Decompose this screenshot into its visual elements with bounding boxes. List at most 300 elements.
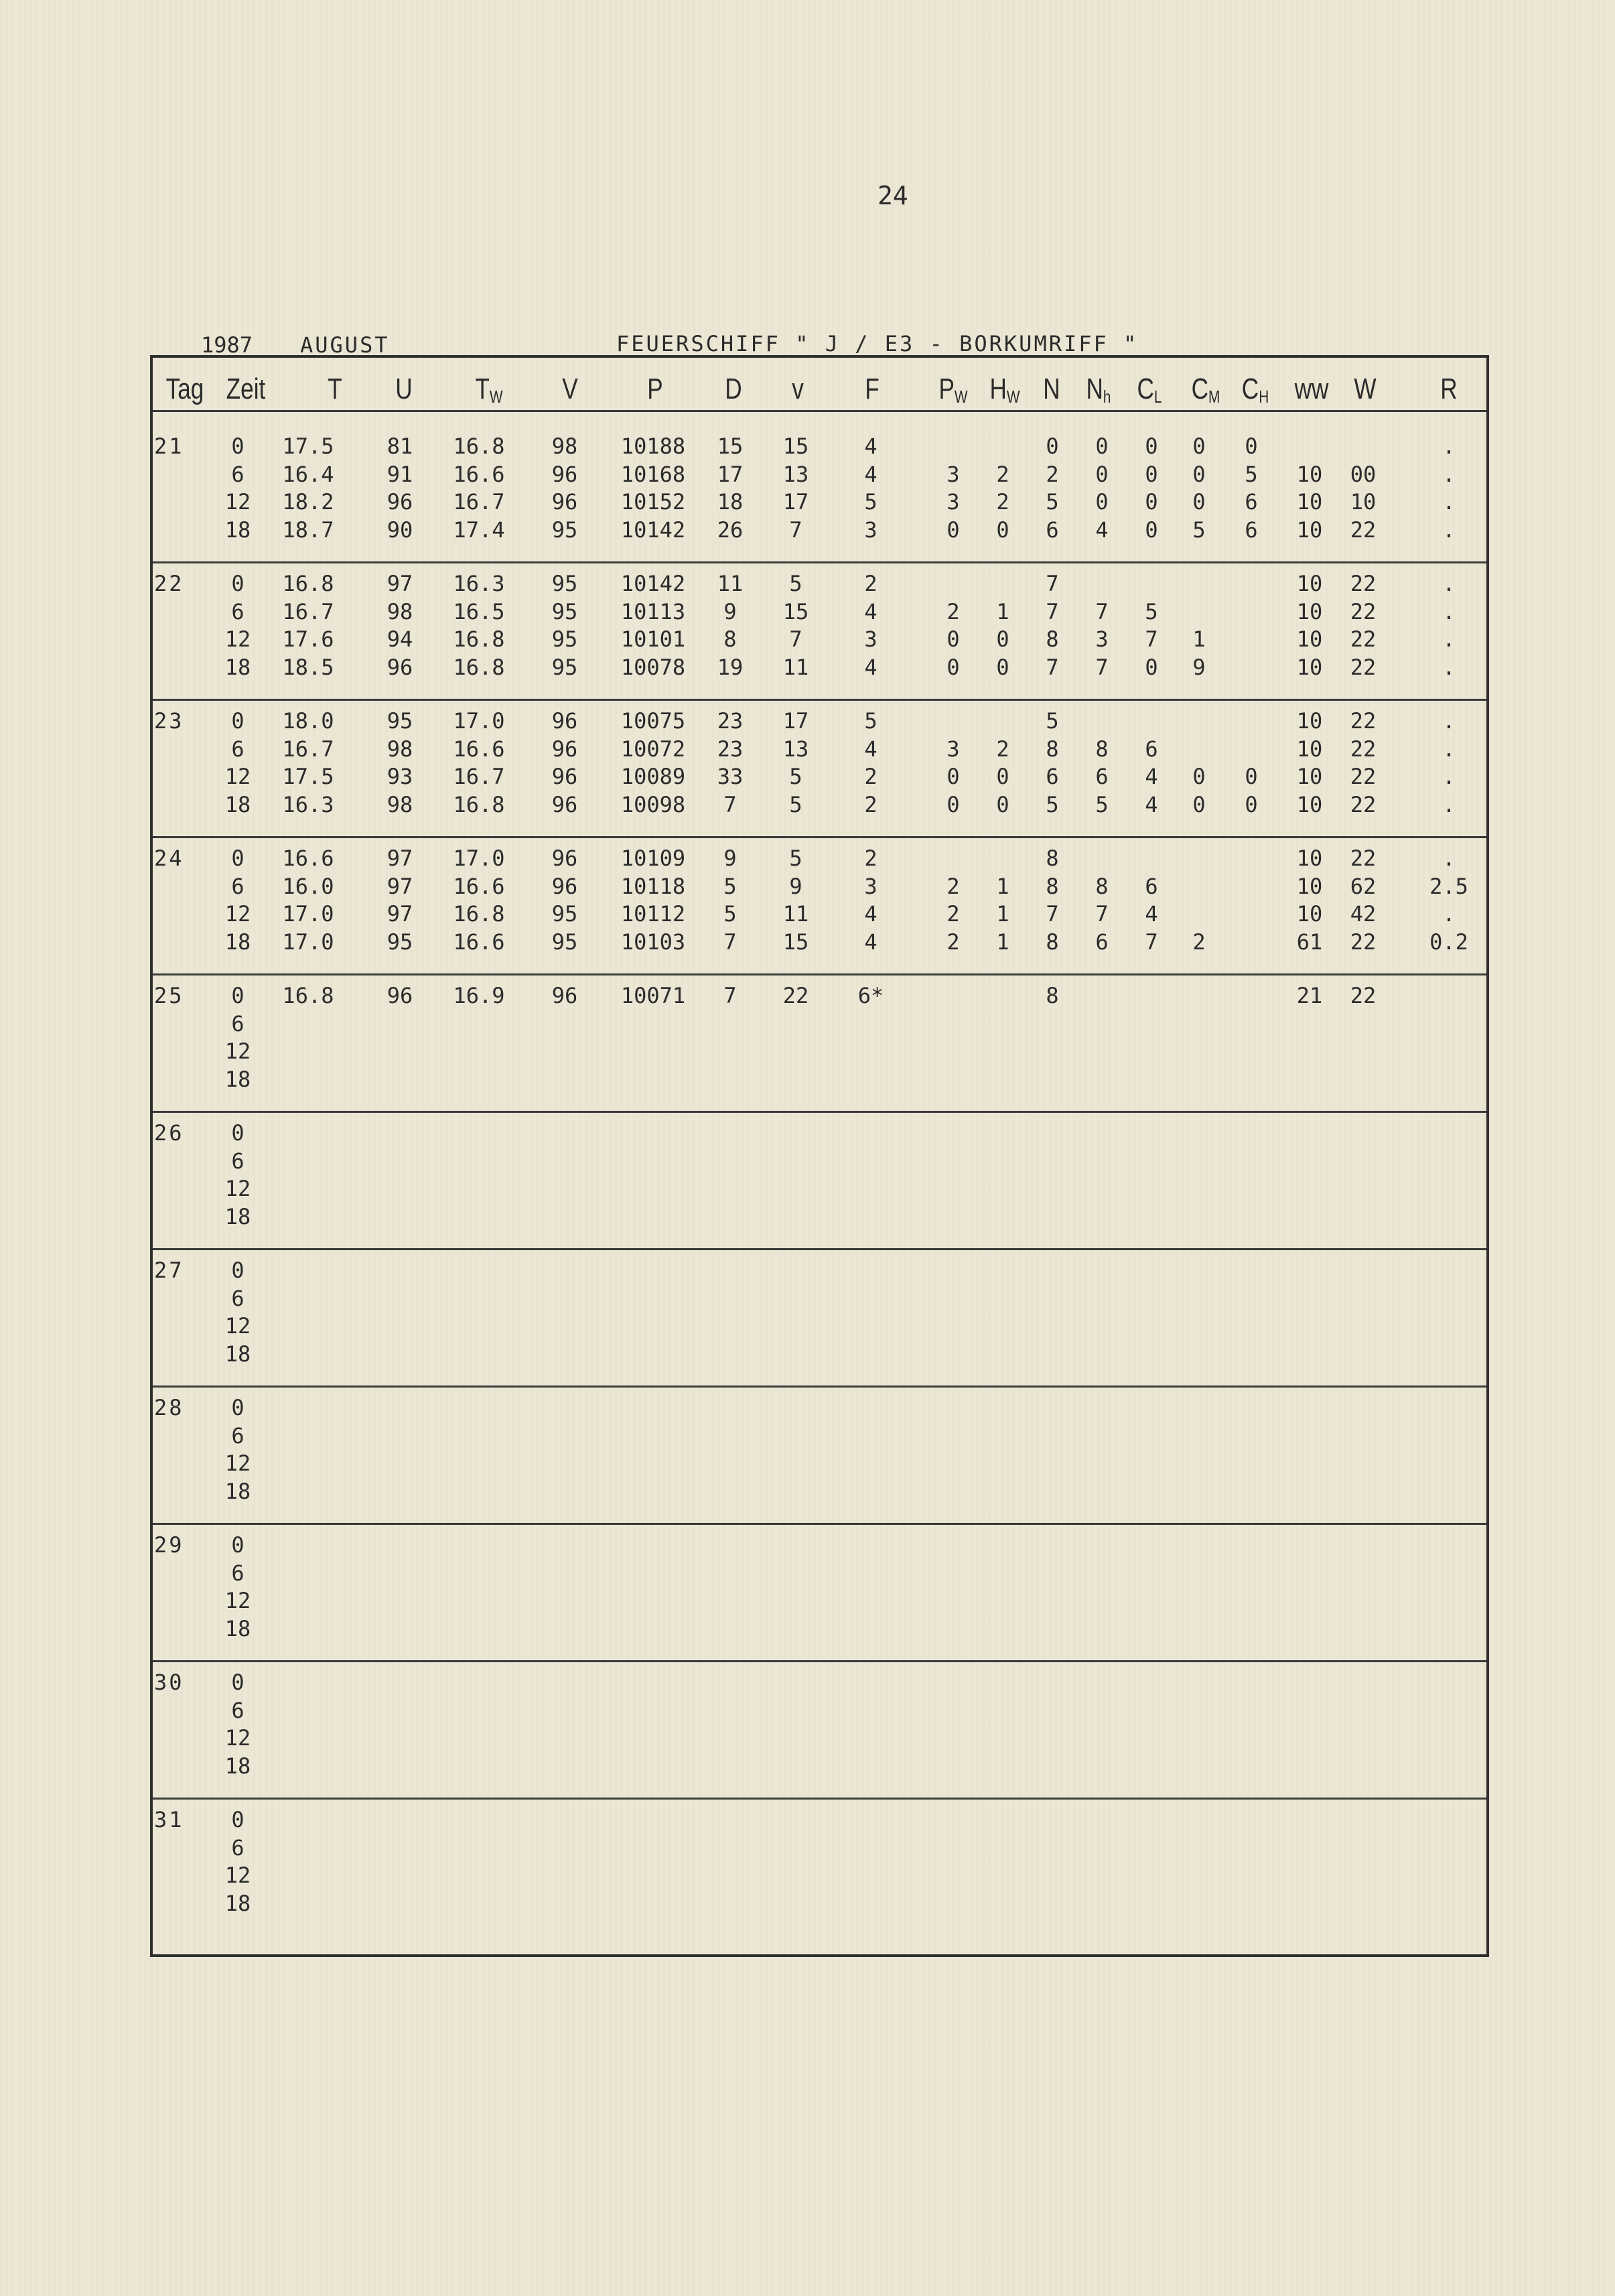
cell-f: 3: [864, 873, 877, 899]
cell-ww: 10: [1296, 764, 1323, 789]
cell-zeit: 18: [224, 1203, 251, 1229]
cell-v: 96: [551, 708, 578, 734]
day-separator: [153, 1386, 1486, 1388]
column-header-zeit: [226, 373, 266, 406]
cell-cm: 0: [1192, 489, 1206, 515]
cell-d: 33: [717, 764, 744, 789]
column-header-label: W: [1354, 373, 1377, 405]
column-header-w: [1354, 373, 1376, 406]
cell-r: .: [1442, 571, 1456, 596]
day-label: 30: [154, 1670, 184, 1695]
day-separator: [153, 1111, 1486, 1113]
cell-n: 8: [1046, 983, 1059, 1008]
cell-nh: 7: [1095, 901, 1109, 927]
cell-pw: 0: [946, 626, 960, 652]
cell-zeit: 18: [224, 1066, 251, 1092]
cell-v: 17: [782, 489, 809, 515]
column-header-label: V: [562, 373, 578, 405]
cell-ww: 61: [1296, 929, 1323, 955]
cell-u: 91: [387, 461, 413, 487]
cell-pw: 0: [946, 517, 960, 543]
cell-d: 17: [717, 461, 744, 487]
cell-p: 10103: [620, 929, 686, 955]
cell-zeit: 12: [224, 489, 251, 515]
cell-u: 97: [387, 873, 413, 899]
cell-zeit: 0: [231, 571, 244, 596]
cell-p: 10072: [620, 736, 686, 762]
column-header-u: [395, 373, 412, 406]
cell-f: 4: [864, 929, 877, 955]
column-header-pw: [938, 373, 967, 407]
cell-tw: 16.8: [453, 901, 505, 927]
cell-zeit: 0: [231, 1532, 244, 1558]
cell-n: 8: [1046, 626, 1059, 652]
cell-t: 17.5: [282, 764, 334, 789]
cell-w: 22: [1350, 654, 1377, 680]
cell-ww: 10: [1296, 626, 1323, 652]
cell-zeit: 0: [231, 708, 244, 734]
cell-f: 4: [864, 598, 877, 624]
column-header-subscript: W: [1006, 387, 1020, 407]
cell-zeit: 0: [231, 983, 244, 1008]
cell-tw: 16.6: [453, 461, 505, 487]
cell-d: 7: [723, 791, 737, 817]
cell-w: 22: [1350, 708, 1377, 734]
cell-n: 2: [1046, 461, 1059, 487]
cell-pw: 0: [946, 654, 960, 680]
cell-zeit: 18: [224, 929, 251, 955]
cell-n: 8: [1046, 929, 1059, 955]
cell-hw: 0: [996, 791, 1009, 817]
cell-p: 10142: [620, 517, 686, 543]
cell-w: 10: [1350, 489, 1377, 515]
cell-w: 62: [1350, 873, 1377, 899]
cell-t: 17.0: [282, 901, 334, 927]
cell-v: 95: [551, 929, 578, 955]
column-header-label: T: [328, 373, 342, 405]
cell-n: 8: [1046, 736, 1059, 762]
cell-nh: 6: [1095, 764, 1109, 789]
column-header-r: [1440, 373, 1457, 406]
cell-hw: 1: [996, 901, 1009, 927]
cell-f: 2: [864, 764, 877, 789]
cell-f: 4: [864, 736, 877, 762]
cell-tw: 16.3: [453, 571, 505, 596]
cell-r: 2.5: [1429, 873, 1468, 899]
column-header-label: F: [865, 373, 880, 405]
cell-cl: 6: [1145, 873, 1158, 899]
cell-d: 5: [723, 901, 737, 927]
cell-hw: 1: [996, 598, 1009, 624]
cell-zeit: 6: [231, 1697, 244, 1723]
cell-ww: 10: [1296, 901, 1323, 927]
cell-zeit: 6: [231, 1422, 244, 1448]
cell-ww: 10: [1296, 571, 1323, 596]
cell-zeit: 12: [224, 1313, 251, 1339]
cell-t: 17.5: [282, 433, 334, 459]
day-label: 23: [154, 708, 184, 734]
cell-n: 7: [1046, 654, 1059, 680]
cell-ww: 10: [1296, 846, 1323, 871]
cell-cm: 0: [1192, 791, 1206, 817]
cell-p: 10168: [620, 461, 686, 487]
day-separator: [153, 561, 1486, 563]
cell-w: 22: [1350, 846, 1377, 871]
cell-v: 22: [782, 983, 809, 1008]
cell-d: 11: [717, 571, 744, 596]
cell-f: 5: [864, 489, 877, 515]
column-header-label: U: [395, 373, 413, 405]
cell-w: 22: [1350, 791, 1377, 817]
cell-f: 3: [864, 626, 877, 652]
cell-d: 18: [717, 489, 744, 515]
cell-r: .: [1442, 736, 1456, 762]
cell-r: .: [1442, 517, 1456, 543]
cell-ww: 10: [1296, 517, 1323, 543]
cell-v: 15: [782, 598, 809, 624]
cell-v: 7: [789, 517, 802, 543]
cell-n: 7: [1046, 571, 1059, 596]
cell-tw: 16.7: [453, 489, 505, 515]
cell-f: 4: [864, 901, 877, 927]
cell-d: 7: [723, 983, 737, 1008]
column-header-label: Zeit: [226, 373, 266, 405]
column-header-f: [865, 373, 880, 406]
cell-zeit: 18: [224, 1615, 251, 1641]
cell-cl: 4: [1145, 764, 1158, 789]
cell-t: 16.3: [282, 791, 334, 817]
column-header-v: [562, 373, 577, 406]
cell-r: .: [1442, 489, 1456, 515]
cell-r: .: [1442, 708, 1456, 734]
cell-p: 10101: [620, 626, 686, 652]
column-header-nh: [1086, 373, 1111, 407]
header-month: AUGUST: [300, 332, 390, 358]
cell-pw: 2: [946, 598, 960, 624]
column-header-d: [725, 373, 742, 406]
cell-zeit: 6: [231, 598, 244, 624]
cell-nh: 8: [1095, 873, 1109, 899]
day-label: 28: [154, 1395, 184, 1420]
cell-t: 16.7: [282, 736, 334, 762]
cell-d: 26: [717, 517, 744, 543]
cell-f: 2: [864, 571, 877, 596]
cell-v: 95: [551, 571, 578, 596]
cell-hw: 2: [996, 489, 1009, 515]
cell-t: 18.5: [282, 654, 334, 680]
column-header-label: ww: [1294, 373, 1329, 405]
cell-nh: 0: [1095, 433, 1109, 459]
cell-pw: 2: [946, 929, 960, 955]
column-header-subscript: h: [1103, 387, 1111, 407]
cell-v: 11: [782, 654, 809, 680]
cell-n: 5: [1046, 708, 1059, 734]
cell-v: 9: [789, 873, 802, 899]
cell-ww: 21: [1296, 983, 1323, 1008]
cell-n: 8: [1046, 873, 1059, 899]
cell-p: 10098: [620, 791, 686, 817]
cell-cl: 0: [1145, 489, 1158, 515]
cell-v: 5: [789, 846, 802, 871]
cell-zeit: 12: [224, 1176, 251, 1201]
cell-t: 18.0: [282, 708, 334, 734]
cell-v: 95: [551, 626, 578, 652]
column-header-label: P: [938, 373, 955, 405]
cell-ch: 0: [1245, 433, 1258, 459]
cell-v: 96: [551, 489, 578, 515]
cell-zeit: 0: [231, 1807, 244, 1832]
cell-f: 4: [864, 433, 877, 459]
cell-hw: 1: [996, 929, 1009, 955]
cell-v: 95: [551, 901, 578, 927]
cell-t: 16.0: [282, 873, 334, 899]
column-header-n: [1043, 373, 1060, 406]
column-header-subscript: W: [954, 387, 968, 407]
cell-cl: 6: [1145, 736, 1158, 762]
cell-w: 00: [1350, 461, 1377, 487]
cell-pw: 0: [946, 791, 960, 817]
cell-w: 22: [1350, 983, 1377, 1008]
cell-p: 10075: [620, 708, 686, 734]
column-header-label: T: [475, 373, 490, 405]
cell-w: 22: [1350, 571, 1377, 596]
cell-zeit: 12: [224, 1588, 251, 1613]
cell-v: 95: [551, 654, 578, 680]
column-header-subscript: M: [1208, 387, 1220, 407]
cell-p: 10113: [620, 598, 686, 624]
cell-v: 98: [551, 433, 578, 459]
cell-v: 17: [782, 708, 809, 734]
column-header-hw: [989, 373, 1020, 407]
cell-zeit: 18: [224, 654, 251, 680]
cell-tw: 17.4: [453, 517, 505, 543]
day-separator: [153, 973, 1486, 975]
day-separator: [153, 1660, 1486, 1662]
cell-n: 5: [1046, 489, 1059, 515]
observation-table: [150, 355, 1489, 1957]
cell-zeit: 12: [224, 901, 251, 927]
cell-v: 96: [551, 983, 578, 1008]
cell-u: 96: [387, 489, 413, 515]
column-header-label: R: [1440, 373, 1458, 405]
cell-v: 96: [551, 846, 578, 871]
cell-t: 16.6: [282, 846, 334, 871]
cell-r: .: [1442, 461, 1456, 487]
column-header-label: H: [989, 373, 1007, 405]
cell-zeit: 12: [224, 764, 251, 789]
column-header-tw: [475, 373, 502, 407]
cell-v: 5: [789, 791, 802, 817]
cell-nh: 6: [1095, 929, 1109, 955]
cell-nh: 0: [1095, 489, 1109, 515]
cell-cm: 1: [1192, 626, 1206, 652]
cell-zeit: 12: [224, 1863, 251, 1888]
cell-p: 10188: [620, 433, 686, 459]
cell-zeit: 6: [231, 873, 244, 899]
day-separator: [153, 1798, 1486, 1800]
cell-u: 98: [387, 791, 413, 817]
cell-f: 5: [864, 708, 877, 734]
header-year: 1987: [201, 332, 253, 358]
cell-v: 96: [551, 873, 578, 899]
cell-r: .: [1442, 846, 1456, 871]
cell-t: 16.7: [282, 598, 334, 624]
cell-d: 23: [717, 708, 744, 734]
cell-hw: 0: [996, 517, 1009, 543]
cell-v: 5: [789, 764, 802, 789]
cell-v: 13: [782, 461, 809, 487]
cell-v: 11: [782, 901, 809, 927]
cell-t: 16.4: [282, 461, 334, 487]
cell-hw: 0: [996, 654, 1009, 680]
cell-p: 10118: [620, 873, 686, 899]
cell-u: 81: [387, 433, 413, 459]
cell-tw: 17.0: [453, 846, 505, 871]
column-header-subscript: L: [1153, 387, 1162, 407]
cell-cl: 7: [1145, 626, 1158, 652]
cell-nh: 7: [1095, 598, 1109, 624]
cell-pw: 2: [946, 873, 960, 899]
cell-t: 18.7: [282, 517, 334, 543]
cell-r: 0.2: [1429, 929, 1468, 955]
cell-cm: 9: [1192, 654, 1206, 680]
cell-v: 7: [789, 626, 802, 652]
cell-u: 90: [387, 517, 413, 543]
cell-t: 17.0: [282, 929, 334, 955]
cell-ch: 0: [1245, 764, 1258, 789]
cell-hw: 0: [996, 764, 1009, 789]
day-separator: [153, 1523, 1486, 1525]
cell-ww: 10: [1296, 873, 1323, 899]
cell-t: 16.8: [282, 571, 334, 596]
cell-cl: 4: [1145, 791, 1158, 817]
cell-f: 2: [864, 791, 877, 817]
cell-ww: 10: [1296, 654, 1323, 680]
cell-zeit: 0: [231, 846, 244, 871]
cell-ww: 10: [1296, 791, 1323, 817]
cell-d: 5: [723, 873, 737, 899]
day-separator: [153, 836, 1486, 838]
cell-zeit: 0: [231, 1258, 244, 1283]
column-header-label: D: [725, 373, 742, 405]
header-separator: [153, 410, 1486, 412]
cell-r: .: [1442, 901, 1456, 927]
day-separator: [153, 699, 1486, 701]
column-header-label: C: [1137, 373, 1154, 405]
cell-w: 22: [1350, 626, 1377, 652]
cell-nh: 7: [1095, 654, 1109, 680]
cell-zeit: 6: [231, 1148, 244, 1174]
cell-ww: 10: [1296, 708, 1323, 734]
column-header-v: [792, 373, 804, 406]
cell-tw: 16.8: [453, 654, 505, 680]
cell-v: 96: [551, 764, 578, 789]
cell-ww: 10: [1296, 598, 1323, 624]
cell-t: 16.8: [282, 983, 334, 1008]
cell-cm: 0: [1192, 461, 1206, 487]
cell-pw: 3: [946, 489, 960, 515]
day-label: 21: [154, 433, 184, 459]
cell-zeit: 18: [224, 1753, 251, 1779]
cell-cl: 7: [1145, 929, 1158, 955]
column-header-label: C: [1241, 373, 1259, 405]
cell-f: 3: [864, 517, 877, 543]
column-header-label: N: [1086, 373, 1103, 405]
cell-u: 95: [387, 708, 413, 734]
day-label: 24: [154, 846, 184, 871]
cell-ww: 10: [1296, 461, 1323, 487]
cell-nh: 4: [1095, 517, 1109, 543]
day-label: 27: [154, 1258, 184, 1283]
cell-zeit: 12: [224, 1725, 251, 1751]
cell-ww: 10: [1296, 489, 1323, 515]
cell-tw: 16.8: [453, 433, 505, 459]
cell-w: 22: [1350, 517, 1377, 543]
header-station: FEUERSCHIFF " J / E3 - BORKUMRIFF ": [616, 331, 1139, 356]
cell-hw: 1: [996, 873, 1009, 899]
page-number: 24: [877, 181, 908, 210]
cell-nh: 8: [1095, 736, 1109, 762]
cell-n: 8: [1046, 846, 1059, 871]
cell-r: .: [1442, 598, 1456, 624]
cell-u: 98: [387, 736, 413, 762]
cell-t: 17.6: [282, 626, 334, 652]
column-header-cm: [1192, 373, 1220, 407]
column-header-cl: [1137, 373, 1162, 407]
column-header-label: P: [647, 373, 663, 405]
cell-nh: 0: [1095, 461, 1109, 487]
cell-cl: 0: [1145, 433, 1158, 459]
cell-d: 19: [717, 654, 744, 680]
day-label: 25: [154, 983, 184, 1008]
cell-v: 5: [789, 571, 802, 596]
cell-v: 15: [782, 433, 809, 459]
cell-p: 10089: [620, 764, 686, 789]
cell-zeit: 0: [231, 1670, 244, 1695]
cell-zeit: 6: [231, 1010, 244, 1036]
cell-tw: 16.6: [453, 873, 505, 899]
cell-pw: 3: [946, 736, 960, 762]
cell-d: 9: [723, 598, 737, 624]
column-header-t: [328, 373, 342, 406]
column-header-p: [647, 373, 662, 406]
cell-n: 6: [1046, 517, 1059, 543]
cell-tw: 16.7: [453, 764, 505, 789]
cell-tw: 17.0: [453, 708, 505, 734]
cell-v: 95: [551, 517, 578, 543]
day-separator: [153, 1248, 1486, 1250]
cell-r: .: [1442, 654, 1456, 680]
day-label: 31: [154, 1807, 184, 1832]
cell-pw: 2: [946, 901, 960, 927]
cell-cm: 0: [1192, 433, 1206, 459]
day-label: 26: [154, 1120, 184, 1146]
cell-w: 22: [1350, 929, 1377, 955]
cell-n: 5: [1046, 791, 1059, 817]
column-header-ww: [1295, 373, 1329, 406]
cell-tw: 16.6: [453, 929, 505, 955]
cell-d: 8: [723, 626, 737, 652]
cell-p: 10078: [620, 654, 686, 680]
column-header-subscript: H: [1259, 387, 1269, 407]
cell-d: 15: [717, 433, 744, 459]
cell-cl: 0: [1145, 654, 1158, 680]
cell-zeit: 12: [224, 1038, 251, 1064]
cell-p: 10109: [620, 846, 686, 871]
cell-hw: 0: [996, 626, 1009, 652]
cell-zeit: 6: [231, 1285, 244, 1311]
cell-u: 97: [387, 901, 413, 927]
